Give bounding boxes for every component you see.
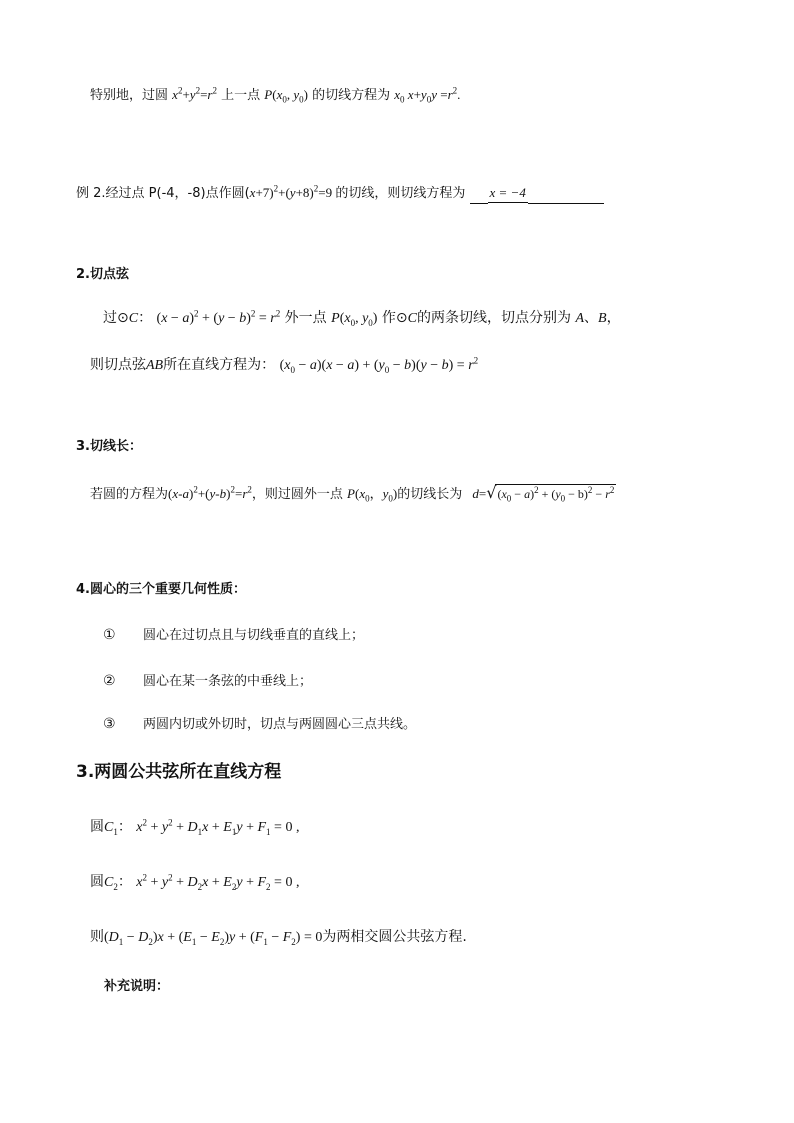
- supplementary-note: 补充说明：: [104, 979, 170, 994]
- circle-c2-equation: 圆$C_2$： $x^2 + y^2 + D_2x + E_2y + F_2 = 0$ ,: [90, 872, 300, 892]
- circle-c1-equation: 圆$C_1$： $x^2 + y^2 + D_1x + E_1y + F_1 = 0$ ,: [90, 817, 300, 837]
- section-chord-title: 2.切点弦: [76, 267, 129, 282]
- chord-line-1: 过⊙C： $(x - a)^2 + (y - b)^2 = r^2$ 外一点 $P(x_0$, $y_0$) 作⊙C的两条切线，切点分别为 A、B，: [103, 308, 621, 328]
- property-item-1: ① 圆心在过切点且与切线垂直的直线上；: [103, 627, 365, 643]
- tangent-length-line: 若圆的方程为$(x-a)^2+(y-b)^2=r^2$，则过圆外一点 $P(x_0$，$y_0$)的切线长为 $d=√(x_0 - a)^2 + (y_0 - b)^2 - r^2$: [90, 483, 615, 504]
- circle-three-marker: ③: [103, 716, 116, 732]
- section-common-chord-title: 3.两圆公共弦所在直线方程: [76, 762, 282, 782]
- special-case-paragraph: 特别地，过圆 $x^2+y^2=r^2$ 上一点 $P(x_0$, $y_0$) 的切线方程为 $x_0$ $x+y_0y =r^2$.: [90, 85, 461, 105]
- circle-one-marker: ①: [103, 627, 116, 643]
- section-length-title: 3.切线长：: [76, 439, 142, 454]
- property-item-2: ② 圆心在某一条弦的中垂线上；: [103, 673, 313, 689]
- common-chord-result: 则$(D_1 - D_2)x + (E_1 - E_2)y + (F_1 - F_2) = 0$为两相交圆公共弦方程.: [90, 929, 467, 947]
- example-2: 例 2.经过点 P(-4，-8)点作圆$(x+7)^2+(y+8)^2=9$ 的切线，则切线方程为 x = −4: [76, 184, 604, 204]
- section-props-title: 4.圆心的三个重要几何性质：: [76, 582, 246, 597]
- property-item-3: ③ 两圆内切或外切时，切点与两圆圆心三点共线。: [103, 716, 417, 732]
- circle-two-marker: ②: [103, 673, 116, 689]
- chord-line-2: 则切点弦AB所在直线方程为： $(x_0 - a)(x - a) + (y_0 - b)(y - b) = r^2$: [90, 355, 479, 375]
- example-2-answer: x = −4: [488, 184, 528, 203]
